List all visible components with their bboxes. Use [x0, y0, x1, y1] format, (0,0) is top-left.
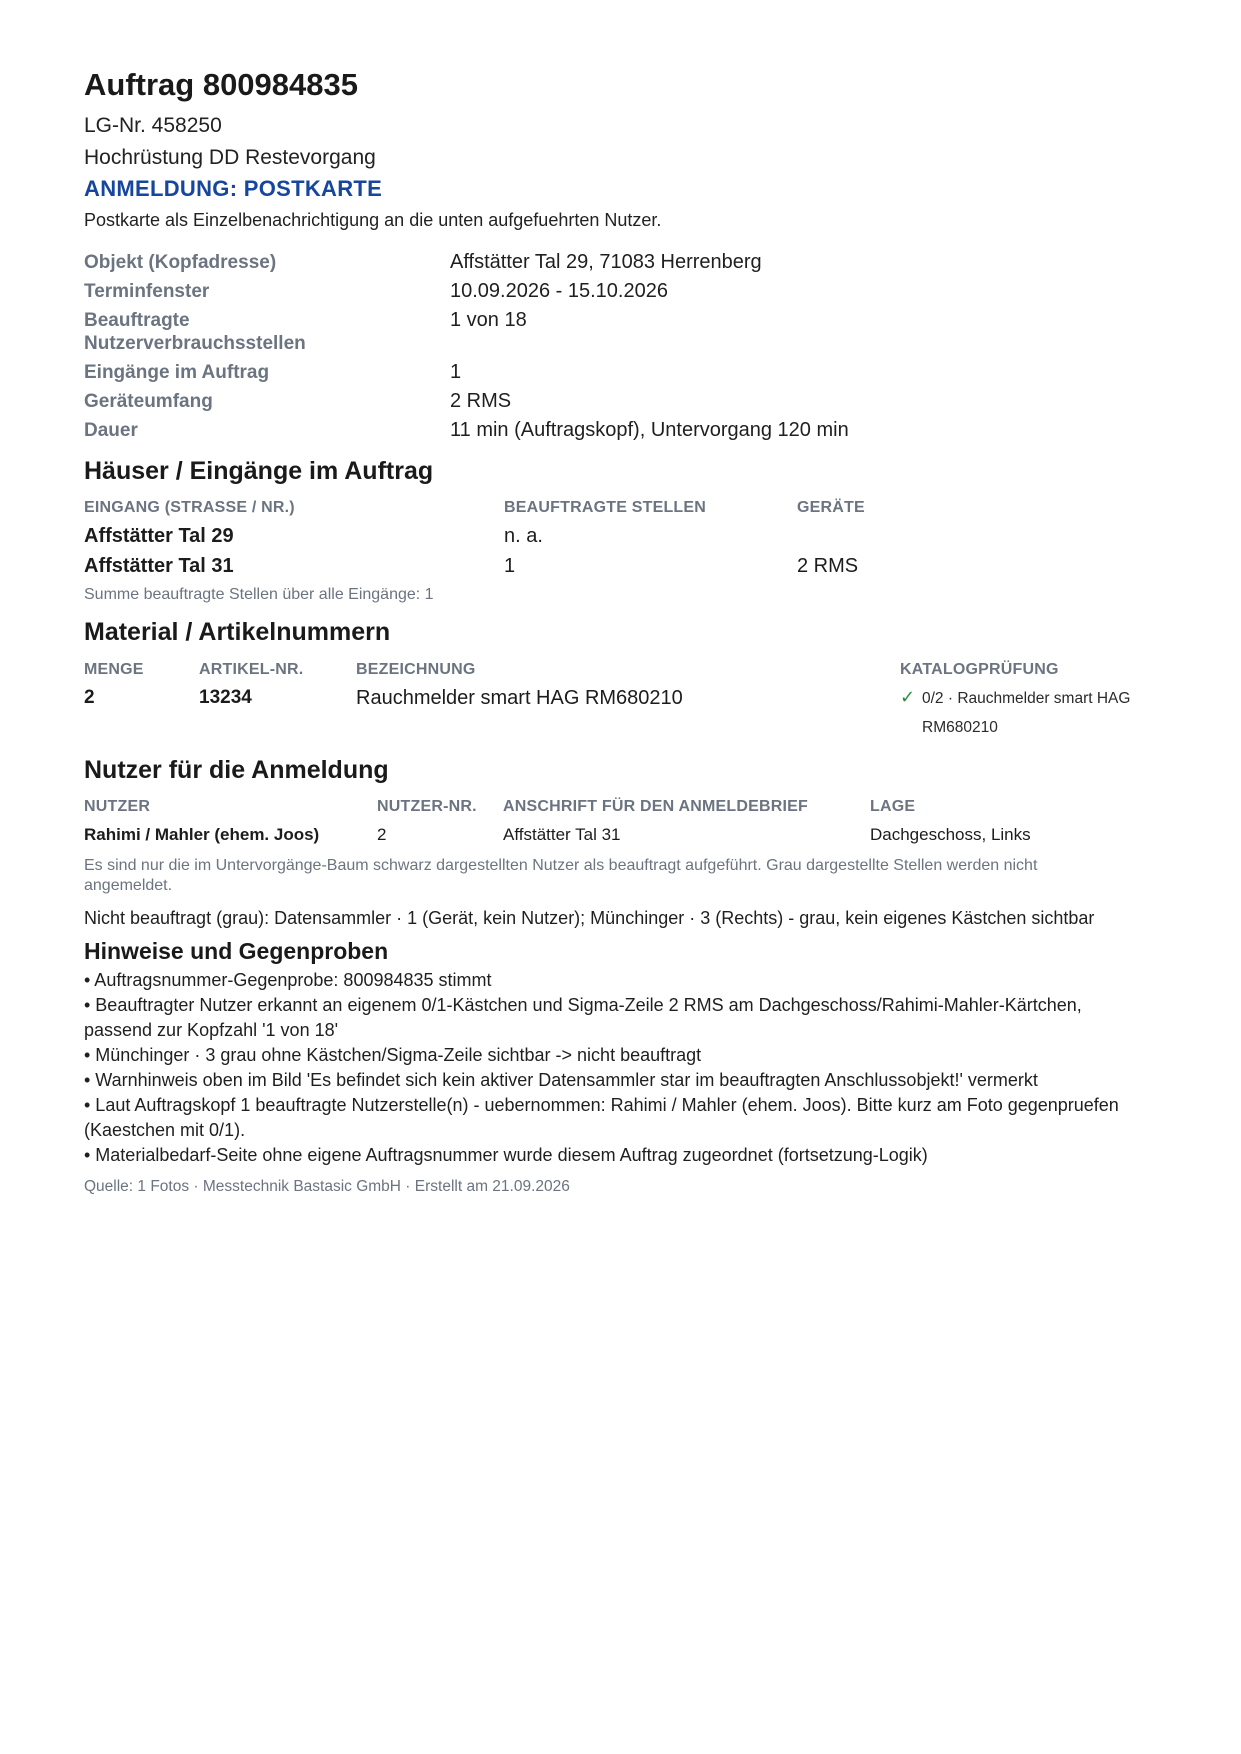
column-header: LAGE [870, 798, 916, 815]
column-header: EINGANG (STRASSE / NR.) [84, 499, 295, 516]
quantity-cell: 2 [84, 687, 95, 708]
list-item: • Münchinger · 3 grau ohne Kästchen/Sigma-Zeile sichtbar -> nicht beauftragt [84, 1045, 702, 1065]
column-header: MENGE [84, 661, 144, 678]
details-table [84, 248, 1164, 445]
users-header-row [84, 798, 1164, 816]
column-header: KATALOGPRÜFUNG [900, 661, 1059, 678]
intro-text: Postkarte als Einzelbenachrichtigung an die unten aufgefuehrten Nutzer. [84, 210, 662, 230]
detail-value: Affstätter Tal 29, 71083 Herrenberg [450, 251, 762, 273]
registration-type: ANMELDUNG: POSTKARTE [84, 176, 383, 201]
location-cell: Dachgeschoss, Links [870, 825, 1031, 844]
entrance-cell: Affstätter Tal 31 [84, 555, 234, 577]
detail-key: Objekt (Kopfadresse) [84, 252, 277, 273]
detail-value: 11 min (Auftragskopf), Untervorgang 120 min [450, 419, 849, 441]
detail-value: 1 von 18 [450, 309, 527, 331]
detail-row [84, 387, 1164, 416]
detail-value: 2 RMS [450, 390, 512, 412]
houses-heading: Häuser / Eingänge im Auftrag [84, 457, 434, 485]
not-assigned-text: Nicht beauftragt (grau): Datensammler · 1 (Gerät, kein Nutzer); Münchinger · 3 (Rechts) - grau, kein eigenes Kästchen sichtbar [84, 908, 1095, 928]
table-row [84, 822, 1164, 848]
list-item: • Warnhinweis oben im Bild 'Es befindet sich kein aktiver Datensammler star im beauftragten Anschlussobjekt!' vermerkt [84, 1070, 1038, 1090]
column-header: BEAUFTRAGTE STELLEN [504, 499, 707, 516]
material-heading: Material / Artikelnummern [84, 618, 391, 646]
detail-key: Terminfenster [84, 281, 210, 302]
houses-sum: Summe beauftragte Stellen über alle Eingänge: 1 [84, 586, 434, 603]
detail-key: Dauer [84, 420, 138, 441]
order-subtitle: Hochrüstung DD Restevorgang [84, 146, 376, 169]
column-header: NUTZER-NR. [377, 798, 477, 815]
table-row [84, 521, 1164, 551]
detail-row [84, 416, 1164, 445]
article-number-cell: 13234 [199, 687, 252, 708]
user-name-cell: Rahimi / Mahler (ehem. Joos) [84, 825, 320, 844]
description-cell: Rauchmelder smart HAG RM680210 [356, 687, 683, 709]
column-header: NUTZER [84, 798, 151, 815]
document-page [84, 64, 1164, 1196]
detail-row [84, 358, 1164, 387]
user-number-cell: 2 [377, 825, 387, 844]
page-footer: Quelle: 1 Fotos · Messtechnik Bastasic GmbH · Erstellt am 21.09.2026 [84, 1178, 570, 1195]
column-header: BEZEICHNUNG [356, 661, 476, 678]
entrance-cell: Affstätter Tal 29 [84, 525, 234, 547]
list-item: • Auftragsnummer-Gegenprobe: 800984835 stimmt [84, 970, 492, 990]
column-header: GERÄTE [797, 499, 865, 516]
list-item: • Laut Auftragskopf 1 beauftragte Nutzerstelle(n) - uebernommen: Rahimi / Mahler (ehem. Joos). Bitte kurz am Foto gegenpruefen (Kaestchen mit 0/1). [84, 1095, 1119, 1140]
address-cell: Affstätter Tal 31 [503, 825, 621, 844]
detail-value: 10.09.2026 - 15.10.2026 [450, 280, 668, 302]
detail-row [84, 277, 1164, 306]
detail-value: 1 [450, 361, 462, 383]
stellen-cell: 1 [504, 555, 516, 577]
table-row [84, 551, 1164, 581]
checkmark-icon: ✓ [900, 687, 916, 707]
detail-row [84, 248, 1164, 277]
catalog-check-cell [900, 683, 1130, 742]
detail-key: Eingänge im Auftrag [84, 362, 270, 383]
catalog-check-text: 0/2 · Rauchmelder smart HAG [922, 690, 1131, 707]
page-title: Auftrag 800984835 [84, 67, 358, 102]
material-header-row [84, 661, 1164, 679]
column-header: ANSCHRIFT FÜR DEN ANMELDEBRIEF [503, 798, 808, 815]
hints-list [84, 968, 1150, 1168]
lg-number: LG-Nr. 458250 [84, 114, 222, 137]
devices-cell: 2 RMS [797, 555, 859, 577]
stellen-cell: n. a. [504, 525, 543, 547]
detail-key: Geräteumfang [84, 391, 213, 412]
detail-row [84, 306, 1164, 358]
column-header: ARTIKEL-NR. [199, 661, 304, 678]
catalog-check-text: RM680210 [922, 719, 998, 736]
list-item: • Beauftragter Nutzer erkannt an eigenem 0/1-Kästchen und Sigma-Zeile 2 RMS am Dachgeschoss/Rahimi-Mahler-Kärtchen, passend zur Kopfzahl '1 von 18' [84, 995, 1082, 1040]
hints-heading: Hinweise und Gegenproben [84, 938, 389, 964]
detail-key: Beauftragte Nutzerverbrauchsstellen [84, 310, 306, 354]
houses-header-row [84, 499, 1164, 517]
users-note: Es sind nur die im Untervorgänge-Baum schwarz dargestellten Nutzer als beauftragt aufgeführt. Grau dargestellte Stellen werden nicht angemeldet. [84, 857, 1038, 894]
table-row [84, 683, 1164, 742]
list-item: • Materialbedarf-Seite ohne eigene Auftragsnummer wurde diesem Auftrag zugeordnet (fortsetzung-Logik) [84, 1145, 928, 1165]
users-heading: Nutzer für die Anmeldung [84, 756, 389, 784]
